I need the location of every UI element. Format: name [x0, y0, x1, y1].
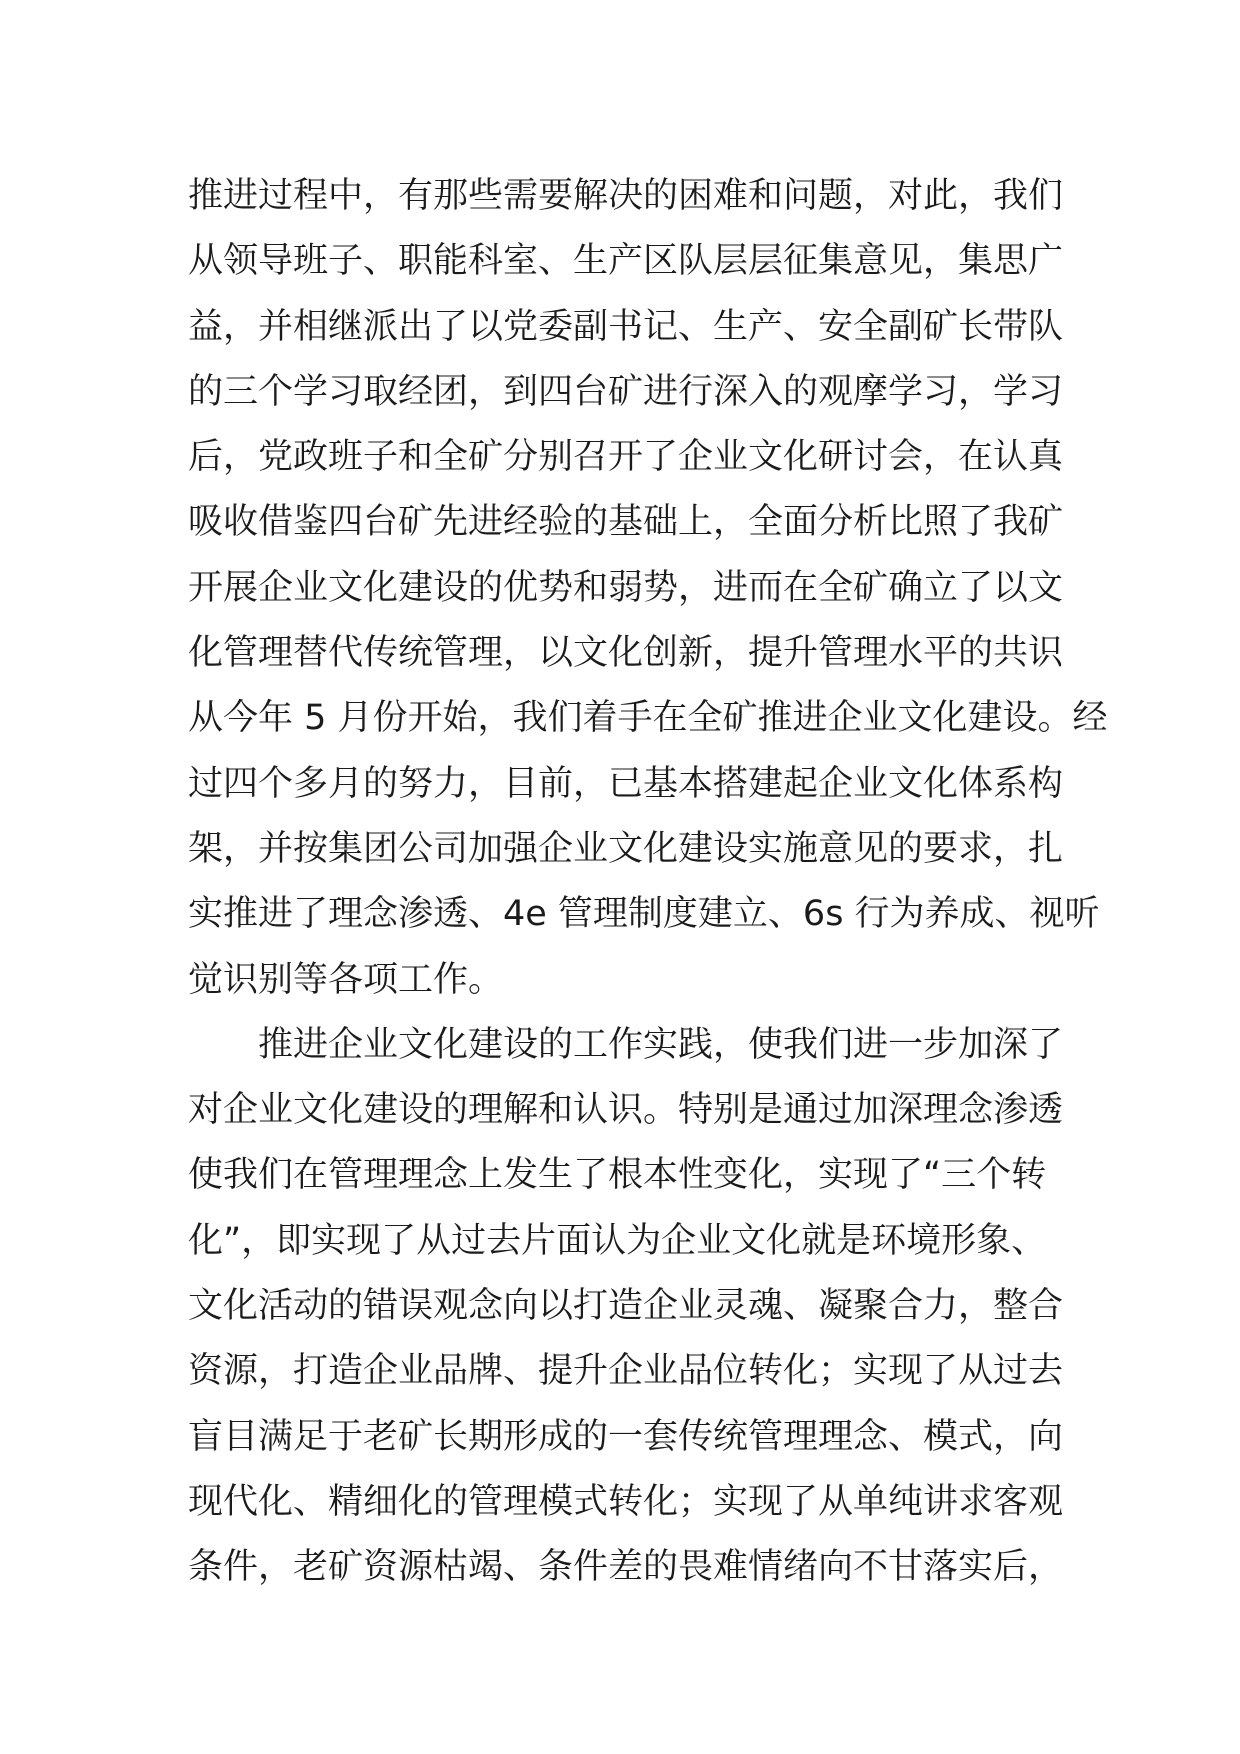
text-line: 开展企业文化建设的优势和弱势，进而在全矿确立了以文 — [188, 567, 1064, 608]
text-line: 盲目满足于老矿长期形成的一套传统管理理念、模式，向 — [188, 1416, 1064, 1457]
text-line: 后，党政班子和全矿分别召开了企业文化研讨会，在认真 — [188, 437, 1064, 478]
text-line: 从今年 5 月份开始，我们着手在全矿推进企业文化建设。经 — [188, 698, 1108, 739]
text-line: 实推进了理念渗透、4e 管理制度建立、6s 行为养成、视听 — [188, 894, 1100, 935]
text-line: 架，并按集团公司加强企业文化建设实施意见的要求，扎 — [188, 828, 1064, 869]
text-line: 现代化、精细化的管理模式转化；实现了从单纯讲求客观 — [188, 1481, 1064, 1522]
text-line: 觉识别等各项工作。 — [188, 959, 504, 1000]
body-text — [188, 164, 1108, 1601]
text-line: 对企业文化建设的理解和认识。特别是通过加深理念渗透 — [188, 1090, 1064, 1131]
text-line: 资源，打造企业品牌、提升企业品位转化；实现了从过去 — [188, 1351, 1064, 1392]
text-line: 化管理替代传统管理，以文化创新，提升管理水平的共识 — [188, 633, 1064, 674]
text-line: 使我们在管理理念上发生了根本性变化，实现了“三个转 — [188, 1155, 1047, 1196]
text-line: 文化活动的错误观念向以打造企业灵魂、凝聚合力，整合 — [188, 1286, 1064, 1327]
paragraph-first-line: 推进企业文化建设的工作实践，使我们进一步加深了 — [258, 1024, 1064, 1065]
text-line: 化”，即实现了从过去片面认为企业文化就是环境形象、 — [188, 1220, 1047, 1261]
text-line: 的三个学习取经团，到四台矿进行深入的观摩学习，学习 — [188, 371, 1064, 412]
text-line: 过四个多月的努力，目前，已基本搭建起企业文化体系构 — [188, 763, 1064, 804]
text-line: 推进过程中，有那些需要解决的困难和问题，对此，我们 — [188, 176, 1064, 216]
text-line: 益，并相继派出了以党委副书记、生产、安全副矿长带队 — [188, 306, 1064, 347]
text-line: 从领导班子、职能科室、生产区队层层征集意见，集思广 — [188, 241, 1064, 282]
text-line: 吸收借鉴四台矿先进经验的基础上，全面分析比照了我矿 — [188, 502, 1064, 543]
text-line: 条件，老矿资源枯竭、条件差的畏难情绪向不甘落实后， — [188, 1547, 1064, 1588]
